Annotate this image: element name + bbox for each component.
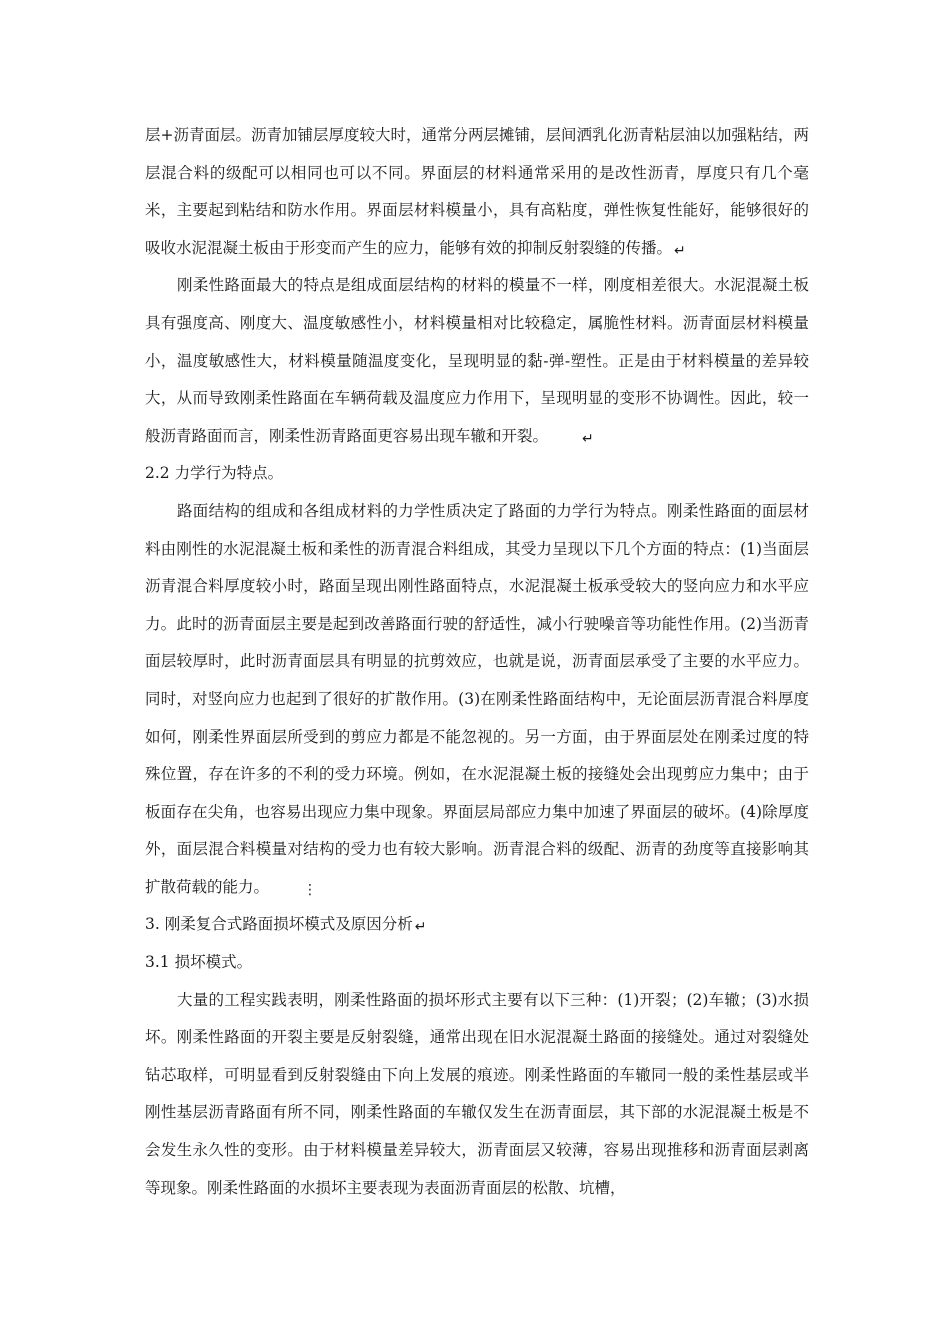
paragraph-text: 层+沥青面层。沥青加铺层厚度较大时，通常分两层摊铺，层间洒乳化沥青粘层油以加强粘结，两层混合料的级配可以相同也可以不同。界面层的材料通常采用的是改性沥青，厚度只有几个毫米，主要起到粘结和防水作用。界面层材料模量小，具有高粘度，弹性恢复性能好，能够很好的吸收水泥混凝土板由于形变而产生的应力，能够有效的抑制反射裂缝的传播。: [145, 126, 809, 257]
paragraph-mechanical-behavior: [145, 493, 809, 907]
document-body: [145, 117, 809, 1207]
paragraph-text: 大量的工程实践表明，刚柔性路面的损坏形式主要有以下三种：(1)开裂；(2)车辙；(3)水损坏。刚柔性路面的开裂主要是反射裂缝，通常出现在旧水泥混凝土路面的接缝处。通过对裂缝处钻芯取样，可明显看到反射裂缝由下向上发展的痕迹。刚柔性路面的车辙同一般的柔性基层或半刚性基层沥青路面有所不同，刚柔性路面的车辙仅发生在沥青面层，其下部的水泥混凝土板是不会发生永久性的变形。由于材料模量差异较大，沥青面层又较薄，容易出现推移和沥青面层剥离等现象。刚柔性路面的水损坏主要表现为表面沥青面层的松散、坑槽，: [145, 990, 809, 1197]
paragraph-modulus-difference: [145, 267, 809, 455]
heading-text: 3.1 损坏模式。: [145, 953, 253, 972]
paragraph-text: 刚柔性路面最大的特点是组成面层结构的材料的模量不一样，刚度相差很大。水泥混凝土板具有强度高、刚度大、温度敏感性小，材料模量相对比较稳定，属脆性材料。沥青面层材料模量小，温度敏感性大，材料模量随温度变化，呈现明显的黏-弹-塑性。正是由于材料模量的差异较大，从而导致刚柔性路面在车辆荷载及温度应力作用下，呈现明显的变形不协调性。因此，较一般沥青路面而言，刚柔性沥青路面更容易出现车辙和开裂。: [145, 276, 809, 445]
paragraph-damage-modes: [145, 982, 809, 1208]
heading-text: 3. 刚柔复合式路面损坏模式及原因分析: [145, 915, 413, 934]
section-heading-2-2: [145, 455, 809, 493]
section-heading-3-1: [145, 944, 809, 982]
paragraph-mark-icon: ⋮: [303, 881, 318, 898]
paragraph-mark-icon: ↵: [582, 430, 594, 447]
paragraph-interface-layer: [145, 117, 809, 267]
paragraph-mark-icon: ↵: [674, 242, 686, 259]
paragraph-mark-icon: ↵: [414, 919, 427, 936]
paragraph-text: 路面结构的组成和各组成材料的力学性质决定了路面的力学行为特点。刚柔性路面的面层材料由刚性的水泥混凝土板和柔性的沥青混合料组成，其受力呈现以下几个方面的特点：(1)当面层沥青混合料厚度较小时，路面呈现出刚性路面特点，水泥混凝土板承受较大的竖向应力和水平应力。此时的沥青面层主要是起到改善路面行驶的舒适性，减小行驶噪音等功能性作用。(2)当沥青面层较厚时，此时沥青面层具有明显的抗剪效应，也就是说，沥青面层承受了主要的水平应力。同时，对竖向应力也起到了很好的扩散作用。(3)在刚柔性路面结构中，无论面层沥青混合料厚度如何，刚柔性界面层所受到的剪应力都是不能忽视的。另一方面，由于界面层处在刚柔过度的特殊位置，存在许多的不利的受力环境。例如，在水泥混凝土板的接缝处会出现剪应力集中；由于板面存在尖角，也容易出现应力集中现象。界面层局部应力集中加速了界面层的破坏。(4)除厚度外，面层混合料模量对结构的受力也有较大影响。沥青混合料的级配、沥青的劲度等直接影响其扩散荷载的能力。: [145, 501, 809, 896]
heading-text: 2.2 力学行为特点。: [145, 464, 284, 483]
section-heading-3: [145, 906, 809, 944]
